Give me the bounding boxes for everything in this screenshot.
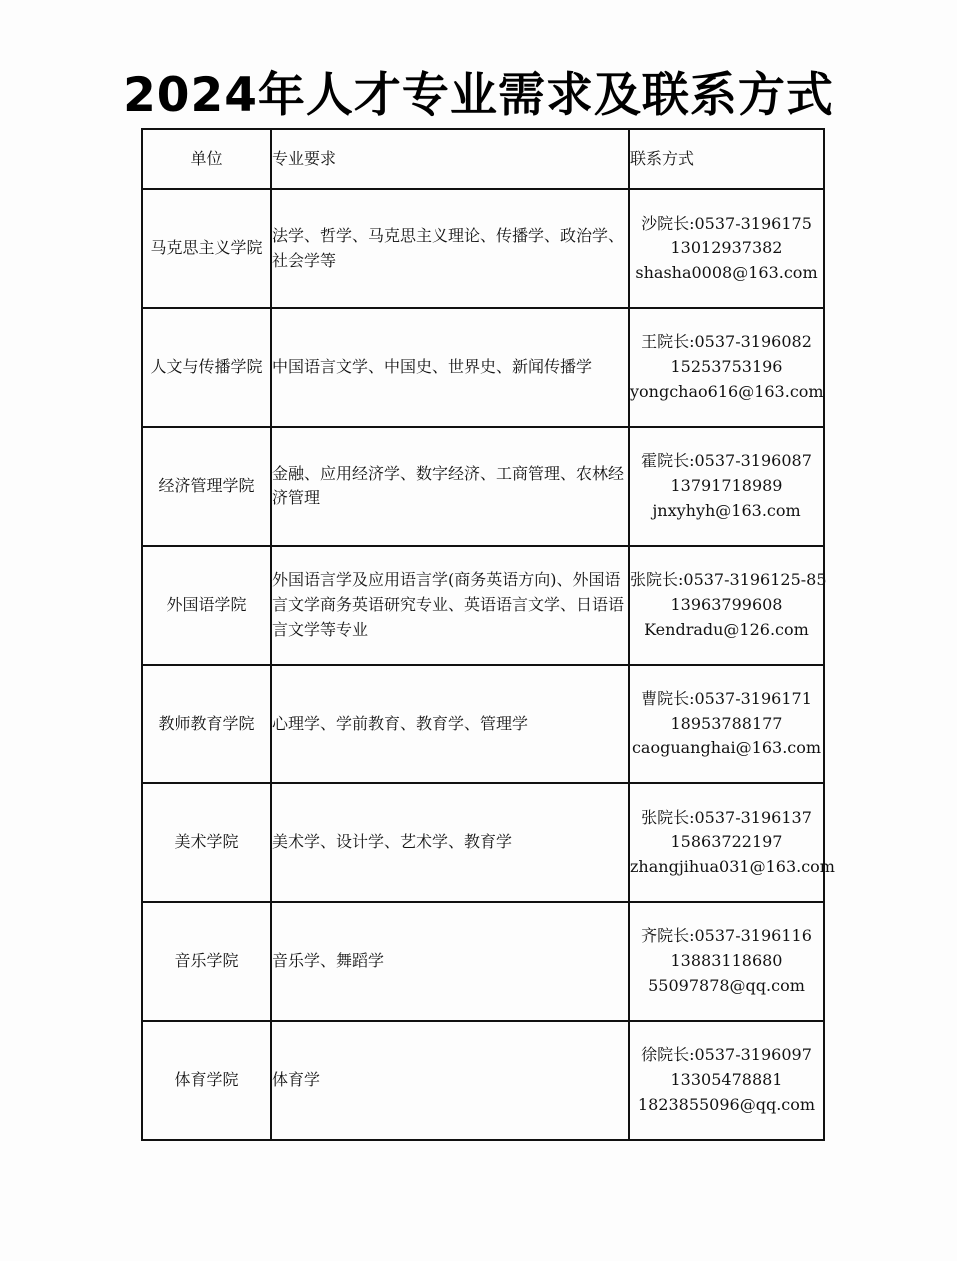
- contact-phone: 徐院长:0537-3196097: [641, 1045, 812, 1065]
- header-contact: 联系方式: [629, 129, 824, 189]
- header-unit: 单位: [142, 129, 271, 189]
- major-cell: 外国语言学及应用语言学(商务英语方向)、外国语言文学商务英语研究专业、英语语言文学、日语语言文学等专业: [271, 546, 629, 665]
- contact-phone: 王院长:0537-3196082: [641, 332, 812, 352]
- unit-cell: 美术学院: [142, 783, 271, 902]
- major-cell: 金融、应用经济学、数字经济、工商管理、农林经济管理: [271, 427, 629, 546]
- contact-mobile: 18953788177: [670, 713, 783, 733]
- page-title: 2024年人才专业需求及联系方式: [123, 68, 834, 123]
- major-cell: 美术学、设计学、艺术学、教育学: [271, 783, 629, 902]
- unit-cell: 音乐学院: [142, 902, 271, 1021]
- contact-email[interactable]: 1823855096@qq.com: [637, 1094, 816, 1114]
- major-cell: 体育学: [271, 1021, 629, 1140]
- header-major: 专业要求: [271, 129, 629, 189]
- contact-phone: 霍院长:0537-3196087: [641, 451, 812, 471]
- unit-cell: 外国语学院: [142, 546, 271, 665]
- contact-cell: [629, 902, 824, 1021]
- contact-email[interactable]: jnxyhyh@163.com: [652, 500, 801, 520]
- table-row: [142, 1021, 824, 1140]
- contact-table: [141, 128, 835, 1141]
- major-cell: 音乐学、舞蹈学: [271, 902, 629, 1021]
- contact-mobile: 13012937382: [670, 238, 783, 258]
- contact-cell: [629, 783, 835, 902]
- contact-cell: [629, 308, 824, 427]
- contact-email[interactable]: caoguanghai@163.com: [631, 738, 822, 758]
- unit-cell: 教师教育学院: [142, 665, 271, 784]
- contact-cell: [629, 665, 824, 784]
- table-row: [142, 783, 824, 902]
- contact-mobile: 13963799608: [670, 594, 783, 614]
- unit-cell: 人文与传播学院: [142, 308, 271, 427]
- table-header-row: [142, 129, 824, 189]
- contact-email[interactable]: 55097878@qq.com: [648, 976, 805, 996]
- table-row: [142, 189, 824, 308]
- contact-cell: [629, 1021, 824, 1140]
- contact-cell: [629, 189, 824, 308]
- contact-email[interactable]: shasha0008@163.com: [635, 263, 818, 283]
- contact-mobile: 13883118680: [670, 951, 783, 971]
- major-cell: 中国语言文学、中国史、世界史、新闻传播学: [271, 308, 629, 427]
- unit-cell: 体育学院: [142, 1021, 271, 1140]
- contact-mobile: 15863722197: [670, 832, 783, 852]
- contact-mobile: 15253753196: [670, 357, 783, 377]
- contact-mobile: 13791718989: [670, 476, 783, 496]
- contact-cell: [629, 546, 827, 665]
- table-row: [142, 902, 824, 1021]
- contact-phone: 张院长:0537-3196125-85: [630, 570, 827, 590]
- major-cell: 法学、哲学、马克思主义理论、传播学、政治学、社会学等: [271, 189, 629, 308]
- table-row: [142, 427, 824, 546]
- contact-cell: [629, 427, 824, 546]
- contact-mobile: 13305478881: [670, 1070, 783, 1090]
- contact-email[interactable]: zhangjihua031@163.com: [630, 857, 835, 877]
- contact-phone: 张院长:0537-3196137: [641, 807, 812, 827]
- contact-email[interactable]: yongchao616@163.com: [630, 382, 824, 402]
- contact-phone: 沙院长:0537-3196175: [641, 213, 812, 233]
- contact-phone: 齐院长:0537-3196116: [641, 926, 812, 946]
- table-row: [142, 308, 824, 427]
- table-row: [142, 665, 824, 784]
- contact-phone: 曹院长:0537-3196171: [641, 688, 812, 708]
- unit-cell: 马克思主义学院: [142, 189, 271, 308]
- unit-cell: 经济管理学院: [142, 427, 271, 546]
- contact-email[interactable]: Kendradu@126.com: [644, 619, 809, 639]
- table-row: [142, 546, 824, 665]
- major-cell: 心理学、学前教育、教育学、管理学: [271, 665, 629, 784]
